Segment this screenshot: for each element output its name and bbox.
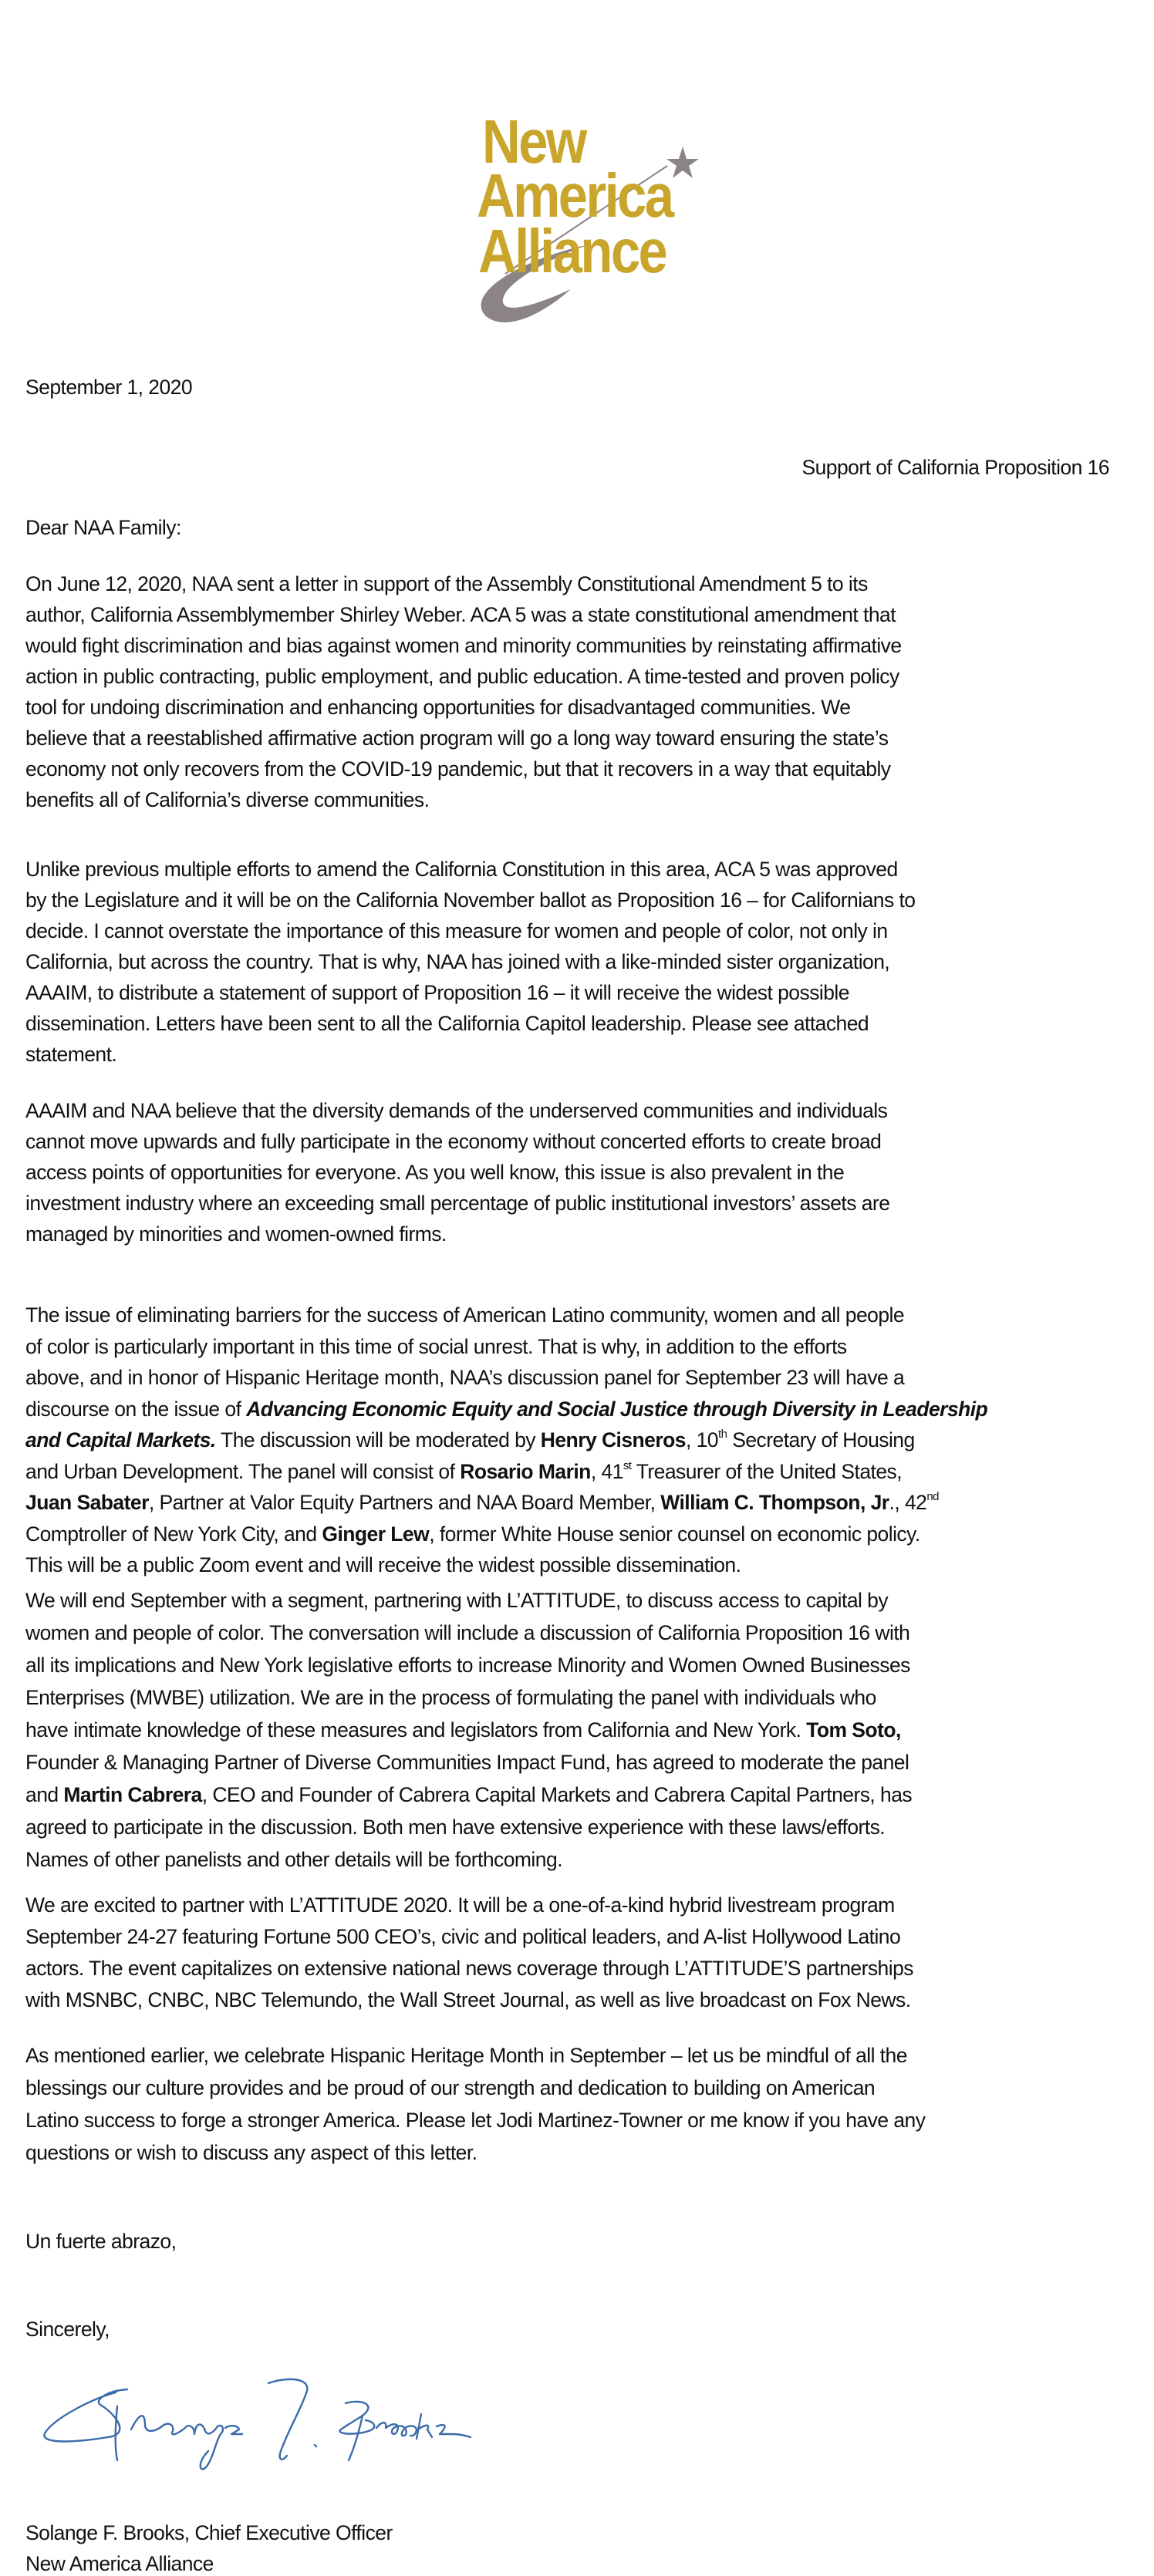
bold-name: Juan Sabater (25, 1491, 149, 1514)
letter-subject: Support of California Proposition 16 (801, 456, 1109, 479)
paragraph-4-line (25, 1397, 987, 1421)
text-run: September 24-27 featuring Fortune 500 CEO’s, civic and political leaders, and A-list Hollywood Latino (25, 1925, 901, 1948)
new-america-alliance-logo (432, 100, 725, 332)
text-run: , CEO and Founder of Cabrera Capital Markets and Cabrera Capital Partners, has (201, 1783, 913, 1806)
paragraph-1-line (25, 726, 888, 750)
text-run: We will end September with a segment, partnering with L’ATTITUDE, to discuss access to capital by (25, 1589, 889, 1612)
paragraph-4-line (25, 1459, 902, 1484)
text-run: The issue of eliminating barriers for the success of American Latino community, women and all people (25, 1303, 905, 1327)
text-run: Names of other panelists and other details will be forthcoming. (25, 1848, 562, 1871)
text-run: all its implications and New York legislative efforts to increase Minority and Women Owned Businesses (25, 1654, 910, 1677)
text-run: Enterprises (MWBE) utilization. We are in the process of formulating the panel with individuals who (25, 1686, 876, 1709)
text-run: As mentioned earlier, we celebrate Hispanic Heritage Month in September – let us be mindful of all the (25, 2044, 907, 2067)
text-run: Treasurer of the United States, (631, 1459, 903, 1483)
text-run: access points of opportunities for everyone. As you well know, this issue is also prevalent in the (25, 1161, 845, 1184)
paragraph-5-line (25, 1782, 912, 1807)
text-run: We are excited to partner with L’ATTITUDE 2020. It will be a one-of-a-kind hybrid livestream program (25, 1893, 895, 1917)
paragraph-5-line (25, 1750, 909, 1775)
bold-name: Tom Soto, (806, 1718, 901, 1741)
text-run: women and people of color. The conversation will include a discussion of California Proposition 16 with (25, 1621, 910, 1644)
valediction-spanish: Un fuerte abrazo, (25, 2230, 177, 2253)
paragraph-1-line (25, 757, 891, 781)
paragraph-2-line (25, 1042, 116, 1067)
ordinal-suffix: st (623, 1458, 632, 1472)
ordinal-suffix: th (717, 1428, 727, 1441)
text-run: would fight discrimination and bias against women and minority communities by reinstating affirmative (25, 634, 902, 657)
paragraph-1-line (25, 572, 868, 596)
text-run: On June 12, 2020, NAA sent a letter in support of the Assembly Constitutional Amendment 5 to its (25, 572, 868, 595)
paragraph-6-line (25, 1924, 900, 1949)
text-run: author, California Assemblymember Shirley Weber. ACA 5 was a state constitutional amendment that (25, 603, 896, 626)
paragraph-4-line (25, 1334, 847, 1359)
bold-italic-title: and Capital Markets. (25, 1428, 216, 1452)
text-run: , 10 (685, 1428, 718, 1452)
text-run: investment industry where an exceeding small percentage of public institutional investors’ assets are (25, 1192, 890, 1215)
paragraph-7-line (25, 2043, 907, 2068)
text-run: discourse on the issue of (25, 1397, 247, 1421)
bold-name: Ginger Lew (322, 1522, 430, 1546)
paragraph-7-line (25, 2075, 875, 2100)
paragraph-3-line (25, 1191, 889, 1216)
text-run: AAAIM and NAA believe that the diversity demands of the underserved communities and individuals (25, 1099, 888, 1122)
paragraph-4-line (25, 1303, 904, 1327)
text-run: Secretary of Housing (727, 1428, 915, 1452)
text-run: Comptroller of New York City, and (25, 1522, 322, 1546)
bold-name: Henry Cisneros (540, 1428, 686, 1452)
signer-organization: New America Alliance (25, 2552, 214, 2575)
text-run: and Urban Development. The panel will consist of (25, 1459, 461, 1483)
paragraph-2-line (25, 919, 888, 943)
paragraph-3-line (25, 1129, 881, 1154)
paragraph-4-line (25, 1428, 915, 1452)
text-run: , Partner at Valor Equity Partners and NAA Board Member, (148, 1491, 661, 1514)
text-run: statement. (25, 1043, 117, 1066)
paragraph-5-line (25, 1847, 562, 1872)
text-run: of color is particularly important in this time of social unrest. That is why, in addition to the efforts (25, 1334, 847, 1358)
valediction: Sincerely, (25, 2318, 110, 2341)
paragraph-3-line (25, 1098, 887, 1123)
text-run: actors. The event capitalizes on extensive national news coverage through L’ATTITUDE’S partnerships (25, 1957, 913, 1980)
text-run: This will be a public Zoom event and will receive the widest possible dissemination. (25, 1553, 741, 1576)
paragraph-2-line (25, 888, 915, 912)
paragraph-5-line (25, 1815, 885, 1839)
text-run: Founder & Managing Partner of Diverse Communities Impact Fund, has agreed to moderate the panel (25, 1751, 909, 1774)
paragraph-5-line (25, 1620, 909, 1645)
text-run: , former White House senior counsel on economic policy. (429, 1522, 920, 1546)
text-run: California, but across the country. That is why, NAA has joined with a like-minded sister organization, (25, 950, 890, 973)
logo-line-alliance: Alliance (478, 217, 666, 285)
paragraph-4-line (25, 1365, 904, 1390)
text-run: AAAIM, to distribute a statement of support of Proposition 16 – it will receive the widest possible (25, 981, 849, 1004)
letter-greeting: Dear NAA Family: (25, 516, 181, 539)
text-run: above, and in honor of Hispanic Heritage month, NAA’s discussion panel for September 23 will have a (25, 1366, 905, 1389)
text-run: believe that a reestablished affirmative action program will go a long way toward ensuring the state’s (25, 727, 889, 750)
text-run: with MSNBC, CNBC, NBC Telemundo, the Wall Street Journal, as well as live broadcast on Fox News. (25, 1988, 911, 2011)
signature-icon (23, 2360, 486, 2491)
text-run: questions or wish to discuss any aspect of this letter. (25, 2141, 477, 2164)
paragraph-5-line (25, 1718, 901, 1742)
paragraph-4-line (25, 1522, 920, 1546)
bold-italic-title: Advancing Economic Equity and Social Justice through Diversity in Leadership (246, 1397, 988, 1421)
handwritten-signature (23, 2360, 486, 2491)
paragraph-2-line (25, 857, 898, 882)
text-run: by the Legislature and it will be on the California November ballot as Proposition 16 – for Californians to (25, 888, 916, 912)
paragraph-7-line (25, 2108, 925, 2133)
paragraph-1-line (25, 602, 896, 627)
text-run: have intimate knowledge of these measures and legislators from California and New York. (25, 1718, 807, 1741)
paragraph-3-line (25, 1222, 447, 1246)
text-run: Unlike previous multiple efforts to amend the California Constitution in this area, ACA 5 was approved (25, 858, 898, 881)
paragraph-1-line (25, 695, 850, 720)
text-run: blessings our culture provides and be proud of our strength and dedication to building on American (25, 2076, 876, 2099)
paragraph-7-line (25, 2140, 477, 2165)
text-run: ., 42 (889, 1491, 927, 1514)
paragraph-5-line (25, 1588, 888, 1613)
text-run: economy not only recovers from the COVID-19 pandemic, but that it recovers in a way that equitably (25, 757, 891, 781)
signer-name-title: Solange F. Brooks, Chief Executive Officer (25, 2521, 393, 2544)
bold-name: Rosario Marin (460, 1459, 591, 1483)
paragraph-2-line (25, 980, 849, 1005)
paragraph-6-line (25, 1956, 913, 1981)
paragraph-2-line (25, 1011, 869, 1036)
paragraph-1-line (25, 787, 429, 812)
text-run: dissemination. Letters have been sent to all the California Capitol leadership. Please see attached (25, 1012, 869, 1035)
paragraph-4-line (25, 1553, 741, 1577)
text-run: decide. I cannot overstate the importance of this measure for women and people of color, not only in (25, 919, 888, 942)
paragraph-5-line (25, 1653, 910, 1677)
text-run: Latino success to forge a stronger America. Please let Jodi Martinez-Towner or me know if you have any (25, 2109, 926, 2132)
text-run: benefits all of California’s diverse communities. (25, 788, 430, 811)
text-run: managed by minorities and women-owned firms. (25, 1222, 447, 1246)
paragraph-2-line (25, 949, 889, 974)
paragraph-1-line (25, 633, 902, 658)
text-run: tool for undoing discrimination and enhancing opportunities for disadvantaged communities. We (25, 696, 851, 719)
text-run: , 41 (590, 1459, 623, 1483)
text-run: and (25, 1783, 64, 1806)
letter-date: September 1, 2020 (25, 376, 193, 399)
text-run: agreed to participate in the discussion. Both men have extensive experience with these laws/efforts. (25, 1816, 886, 1839)
bold-name: Martin Cabrera (63, 1783, 202, 1806)
ordinal-suffix: nd (926, 1490, 939, 1504)
paragraph-1-line (25, 664, 899, 689)
paragraph-5-line (25, 1685, 876, 1710)
text-run: The discussion will be moderated by (215, 1428, 541, 1452)
logo-line-america: America (477, 161, 673, 230)
text-run: action in public contracting, public employment, and public education. A time-tested and proven policy (25, 665, 899, 688)
text-run: cannot move upwards and fully participate in the economy without concerted efforts to create broad (25, 1130, 882, 1153)
paragraph-6-line (25, 1988, 911, 2012)
logo-line-new: New (482, 107, 585, 176)
paragraph-6-line (25, 1893, 895, 1917)
bold-name: William C. Thompson, Jr (660, 1491, 889, 1514)
paragraph-4-line (25, 1490, 939, 1515)
paragraph-3-line (25, 1160, 844, 1185)
